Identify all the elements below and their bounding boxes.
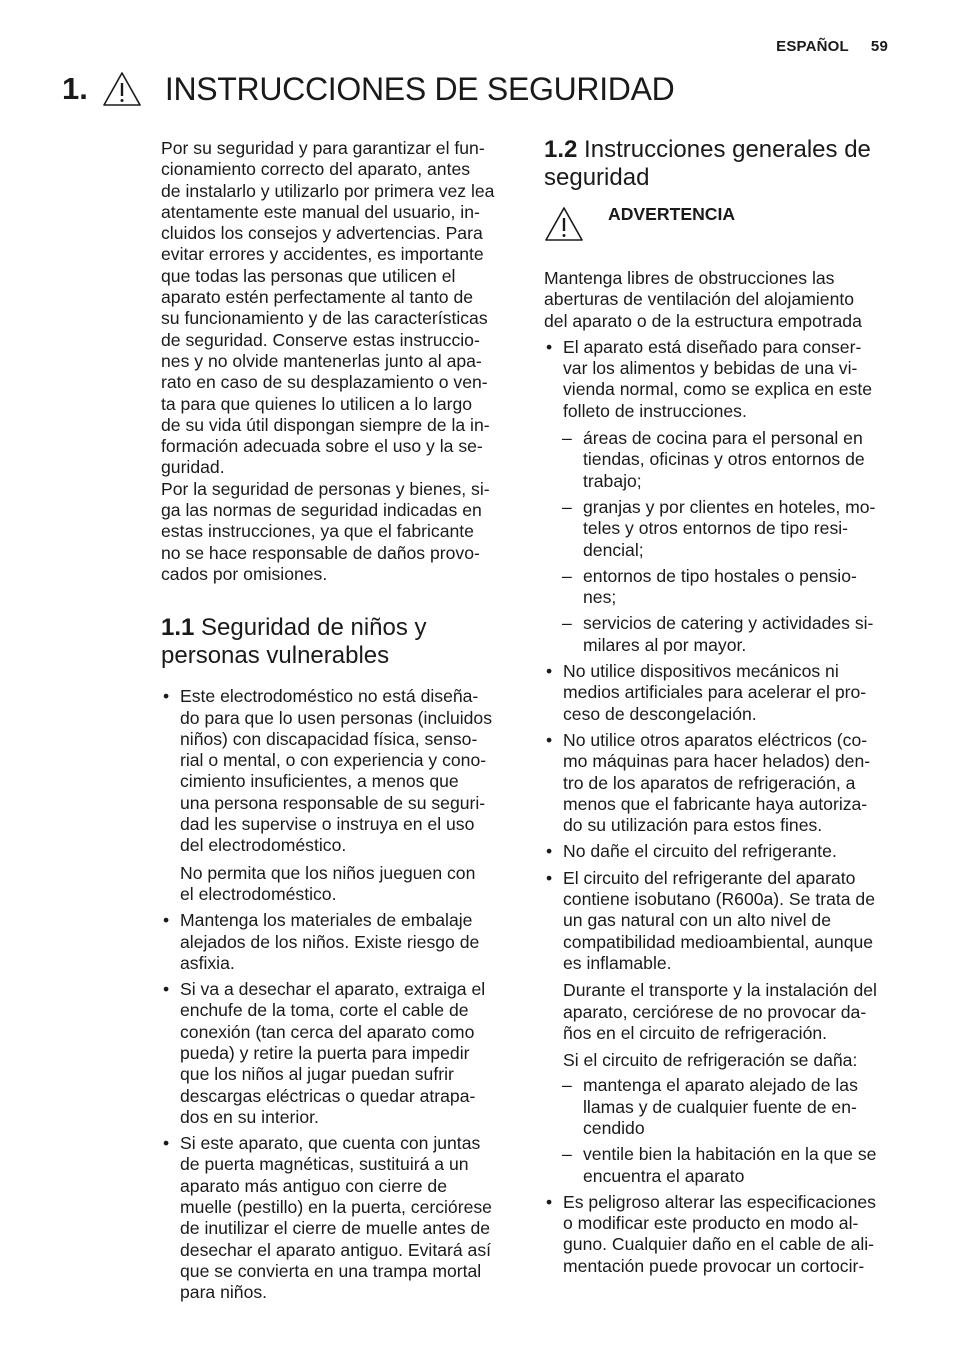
text-line: var los alimentos y bebidas de una vi-	[563, 358, 858, 379]
bullet-item	[161, 686, 513, 856]
chapter-title	[62, 66, 674, 112]
text-line: ga las normas de seguridad indicadas en	[161, 500, 482, 521]
language-label: ESPAÑOL	[776, 38, 849, 55]
text-line: de su vida útil dispongan siempre de la in-	[161, 414, 490, 435]
text-line: • Este electrodoméstico no está diseña-	[180, 686, 479, 707]
text-line: ños en el circuito de refrigeración.	[563, 1022, 828, 1043]
text-line: • Mantenga los materiales de embalaje	[180, 910, 473, 931]
text-line: • Si este aparato, que cuenta con juntas	[180, 1133, 481, 1154]
text-line: mentación puede provocar un cortocir-	[563, 1255, 865, 1276]
text-line: guridad.	[161, 457, 225, 478]
text-line: de seguridad. Conserve estas instruccio-	[161, 329, 480, 350]
text-line: una persona responsable de su seguri-	[180, 792, 486, 813]
text-line: que todas las personas que utilicen el	[161, 265, 456, 286]
text-line: nes y no olvide mantenerlas junto al apa-	[161, 350, 482, 371]
text-line: • No utilice dispositivos mecánicos ni	[563, 661, 839, 682]
text-line: niños) con discapacidad física, senso-	[180, 728, 478, 749]
section-number: 1.2	[544, 136, 578, 163]
text-line: – servicios de catering y actividades si-	[583, 613, 874, 634]
text-line: no se hace responsable de daños provo-	[161, 542, 480, 563]
chapter-title-text: INSTRUCCIONES DE SEGURIDAD	[164, 70, 675, 107]
text-line: ta para que quienes lo utilicen a lo largo	[161, 393, 473, 414]
text-line: nes;	[583, 587, 617, 608]
text-line: Por su seguridad y para garantizar el fun-	[161, 138, 485, 158]
text-line: cendido	[583, 1117, 645, 1138]
text-line: dos en su interior.	[180, 1106, 319, 1127]
bullet-item	[544, 730, 900, 836]
text-line: cionamiento correcto del aparato, antes	[161, 159, 471, 180]
warning-text	[544, 268, 900, 332]
text-line: compatibilidad medioambiental, aunque	[563, 931, 874, 952]
bullet-continuation	[161, 863, 513, 906]
text-line: do su utilización para estos fines.	[563, 815, 823, 836]
bullet-item	[544, 868, 900, 974]
bullet-continuation	[544, 1050, 900, 1071]
chapter-number: 1.	[62, 71, 88, 106]
text-line: encuentra el aparato	[583, 1165, 745, 1186]
right-column	[544, 136, 900, 1277]
text-line: aparato, cerciórese de no provocar da-	[563, 1001, 867, 1022]
text-line: Por la seguridad de personas y bienes, si-	[161, 478, 490, 499]
text-line: – granjas y por clientes en hoteles, mo-	[583, 496, 876, 517]
text-line: guno. Cualquier daño en el cable de ali-	[563, 1234, 875, 1255]
page-header	[776, 38, 888, 55]
warning-label: ADVERTENCIA	[608, 204, 736, 224]
text-line: milares al por mayor.	[583, 634, 747, 655]
text-line: trabajo;	[583, 470, 642, 491]
text-line: para niños.	[180, 1282, 268, 1303]
text-line: – entornos de tipo hostales o pensio-	[583, 565, 857, 586]
text-line: • Si va a desechar el aparato, extraiga el	[180, 979, 486, 1000]
text-line: cimiento insuficientes, a menos que	[180, 771, 459, 792]
text-line: aparato estén perfectamente al tanto de	[161, 287, 474, 308]
text-line: estas instrucciones, ya que el fabricante	[161, 521, 474, 542]
warning-triangle-icon	[102, 71, 142, 107]
text-line: pueda) y retire la puerta para impedir	[180, 1042, 470, 1063]
text-line: del electrodoméstico.	[180, 835, 347, 856]
text-line: • No utilice otros aparatos eléctricos (co-	[563, 729, 868, 750]
section-heading-1-2	[544, 136, 900, 192]
section-heading-text: personas vulnerables	[161, 642, 390, 670]
dash-item	[544, 428, 900, 492]
text-line: rato en caso de su desplazamiento o ven-	[161, 372, 488, 393]
section-heading-text: Seguridad de niños y	[201, 614, 427, 642]
text-line: dad les supervise o instruya en el uso	[180, 814, 475, 835]
text-line: • Es peligroso alterar las especificaciones	[563, 1191, 876, 1212]
text-line: de inutilizar el cierre de muelle antes de	[180, 1218, 491, 1239]
text-line: – ventile bien la habitación en la que se	[583, 1144, 877, 1165]
text-line: conexión (tan cerca del aparato como	[180, 1021, 475, 1042]
text-line: el electrodoméstico.	[180, 883, 337, 904]
dash-item	[544, 566, 900, 609]
text-line: Durante el transporte y la instalación del	[563, 980, 877, 1001]
text-line: teles y otros entornos de tipo resi-	[583, 518, 849, 539]
text-line: que los niños al jugar puedan sufrir	[180, 1064, 454, 1085]
text-line: • No dañe el circuito del refrigerante.	[563, 841, 837, 862]
dash-item	[544, 497, 900, 561]
section-heading-1-1	[161, 614, 513, 670]
section-heading-text: Instrucciones generales de	[584, 136, 871, 163]
text-line: tro de los aparatos de refrigeración, a	[563, 772, 856, 793]
bullet-item	[161, 979, 513, 1128]
text-line: de instalarlo y utilizarlo por primera vez lea	[161, 180, 495, 201]
intro-paragraph-2	[161, 479, 513, 585]
text-line: ceso de descongelación.	[563, 703, 757, 724]
text-line: es inflamable.	[563, 952, 672, 973]
text-line: cluidos los consejos y advertencias. Para	[161, 223, 483, 244]
text-line: Mantenga libres de obstrucciones las	[544, 268, 835, 288]
bullet-item	[544, 661, 900, 725]
bullet-continuation	[544, 980, 900, 1044]
text-line: atentamente este manual del usuario, in-	[161, 201, 480, 222]
intro-paragraph	[161, 138, 513, 479]
text-line: contiene isobutano (R600a). Se trata de	[563, 889, 876, 910]
text-line: • El aparato está diseñado para conser-	[563, 336, 862, 357]
text-line: cados por omisiones.	[161, 563, 328, 584]
text-line: evitar errores y accidentes, es importante	[161, 244, 484, 265]
text-line: o modificar este producto en modo al-	[563, 1213, 859, 1234]
text-line: su funcionamiento y de las características	[161, 308, 488, 329]
text-line: aparato más antiguo con cierre de	[180, 1175, 447, 1196]
text-line: vienda normal, como se explica en este	[563, 379, 873, 400]
section-number: 1.1	[161, 614, 195, 642]
bullet-item	[544, 337, 900, 422]
text-line: Si el circuito de refrigeración se daña:	[563, 1050, 858, 1071]
text-line: llamas y de cualquier fuente de en-	[583, 1096, 857, 1117]
text-line: enchufe de la toma, corte el cable de	[180, 1000, 469, 1021]
warning-triangle-icon	[544, 206, 584, 242]
text-line: mo máquinas para hacer helados) den-	[563, 751, 871, 772]
text-line: descargas eléctricas o quedar atrapa-	[180, 1085, 476, 1106]
text-line: No permita que los niños jueguen con	[180, 862, 476, 883]
text-line: que se convierta en una trampa mortal	[180, 1260, 482, 1281]
text-line: de puerta magnéticas, sustituirá a un	[180, 1154, 469, 1175]
text-line: • El circuito del refrigerante del aparato	[563, 867, 856, 888]
page-number: 59	[870, 38, 888, 55]
text-line: alejados de los niños. Existe riesgo de	[180, 931, 480, 952]
bullet-item	[161, 1133, 513, 1303]
text-line: dencial;	[583, 539, 644, 560]
text-line: do para que lo usen personas (incluidos	[180, 707, 493, 728]
section-heading-text: seguridad	[544, 164, 650, 191]
dash-item	[544, 1075, 900, 1139]
text-line: medios artificiales para acelerar el pro-	[563, 682, 867, 703]
text-line: del aparato o de la estructura empotrada	[544, 310, 862, 331]
text-line: un gas natural con un alto nivel de	[563, 910, 832, 931]
text-line: aberturas de ventilación del alojamiento	[544, 289, 855, 310]
text-line: – mantenga el aparato alejado de las	[583, 1075, 858, 1096]
text-line: muelle (pestillo) en la puerta, cerciórese	[180, 1197, 492, 1218]
text-line: tiendas, oficinas y otros entornos de	[583, 449, 865, 470]
text-line: – áreas de cocina para el personal en	[583, 428, 863, 449]
text-line: folleto de instrucciones.	[563, 400, 747, 421]
dash-item	[544, 613, 900, 656]
bullet-item	[161, 910, 513, 974]
text-line: formación adecuada sobre el uso y la se-	[161, 436, 483, 457]
warning-box	[544, 204, 900, 242]
bullet-item	[544, 841, 900, 862]
bullet-item	[544, 1192, 900, 1277]
text-line: menos que el fabricante haya autoriza-	[563, 793, 868, 814]
text-line: asfixia.	[180, 952, 235, 973]
dash-item	[544, 1144, 900, 1187]
left-column	[161, 138, 513, 1304]
text-line: rial o mental, o con experiencia y cono-	[180, 750, 487, 771]
text-line: desechar el aparato antiguo. Evitará así	[180, 1239, 492, 1260]
